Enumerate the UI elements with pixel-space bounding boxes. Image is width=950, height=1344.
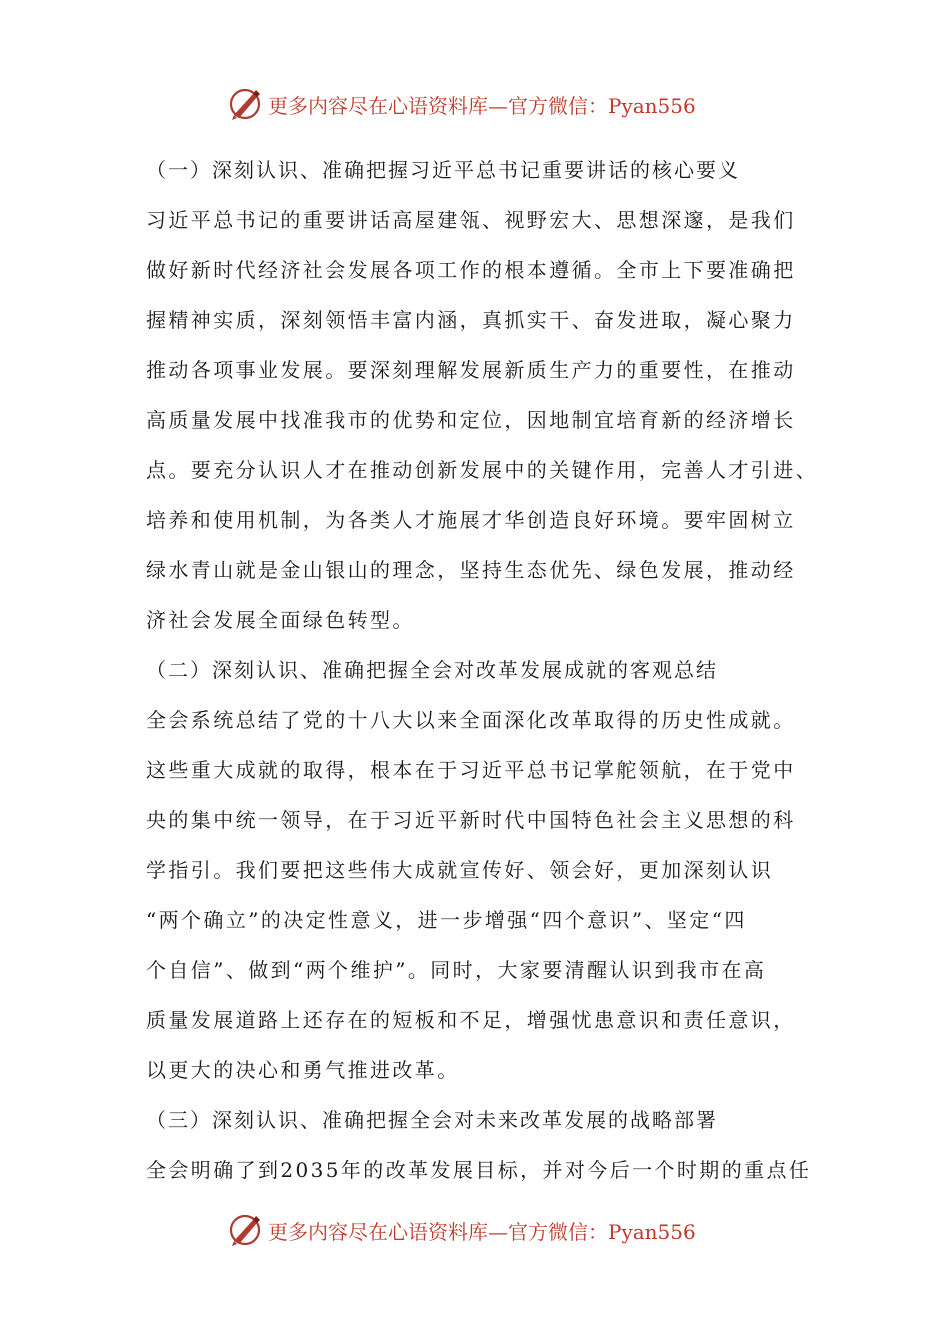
banner-text: 更多内容尽在心语资料库—官方微信：Pyan556 xyxy=(268,93,696,118)
paragraph-line: 绿水青山就是金山银山的理念，坚持生态优先、绿色发展，推动经 xyxy=(146,558,796,582)
pen-logo-icon xyxy=(226,85,264,123)
banner-text: 更多内容尽在心语资料库—官方微信：Pyan556 xyxy=(268,1219,696,1244)
paragraph-line: 握精神实质，深刻领悟丰富内涵，真抓实干、奋发进取，凝心聚力 xyxy=(146,308,796,332)
paragraph-line: 个自信”、做到“两个维护”。同时，大家要清醒认识到我市在高 xyxy=(146,958,767,982)
paragraph-line: 推动各项事业发展。要深刻理解发展新质生产力的重要性，在推动 xyxy=(146,358,796,382)
paragraph-line: 以更大的决心和勇气推进改革。 xyxy=(146,1058,460,1082)
paragraph-line: 做好新时代经济社会发展各项工作的根本遵循。全市上下要准确把 xyxy=(146,258,796,282)
document-body xyxy=(146,150,818,1200)
header-banner xyxy=(226,84,696,124)
paragraph-line: 济社会发展全面绿色转型。 xyxy=(146,608,415,632)
paragraph-line: 学指引。我们要把这些伟大成就宣传好、领会好，更加深刻认识 xyxy=(146,858,774,882)
paragraph-line: 质量发展道路上还存在的短板和不足，增强忧患意识和责任意识， xyxy=(146,1008,796,1032)
paragraph-line: 全会明确了到2035年的改革发展目标，并对今后一个时期的重点任 xyxy=(146,1158,812,1182)
paragraph-line: 培养和使用机制，为各类人才施展才华创造良好环境。要牢固树立 xyxy=(146,508,796,532)
paragraph-line: 央的集中统一领导，在于习近平新时代中国特色社会主义思想的科 xyxy=(146,808,796,832)
paragraph-line: “两个确立”的决定性意义，进一步增强“四个意识”、坚定“四 xyxy=(146,908,747,932)
paragraph-line: 全会系统总结了党的十八大以来全面深化改革取得的历史性成就。 xyxy=(146,708,796,732)
paragraph-line: 这些重大成就的取得，根本在于习近平总书记掌舵领航，在于党中 xyxy=(146,758,796,782)
paragraph-line: 点。要充分认识人才在推动创新发展中的关键作用，完善人才引进、 xyxy=(146,458,818,482)
paragraph-line: 高质量发展中找准我市的优势和定位，因地制宜培育新的经济增长 xyxy=(146,408,796,432)
section-heading: （一）深刻认识、准确把握习近平总书记重要讲话的核心要义 xyxy=(146,158,740,182)
section-heading: （二）深刻认识、准确把握全会对改革发展成就的客观总结 xyxy=(146,658,718,682)
pen-logo-icon xyxy=(226,1211,264,1249)
section-heading: （三）深刻认识、准确把握全会对未来改革发展的战略部署 xyxy=(146,1108,718,1132)
paragraph-line: 习近平总书记的重要讲话高屋建瓴、视野宏大、思想深邃，是我们 xyxy=(146,208,796,232)
footer-banner xyxy=(226,1210,696,1250)
